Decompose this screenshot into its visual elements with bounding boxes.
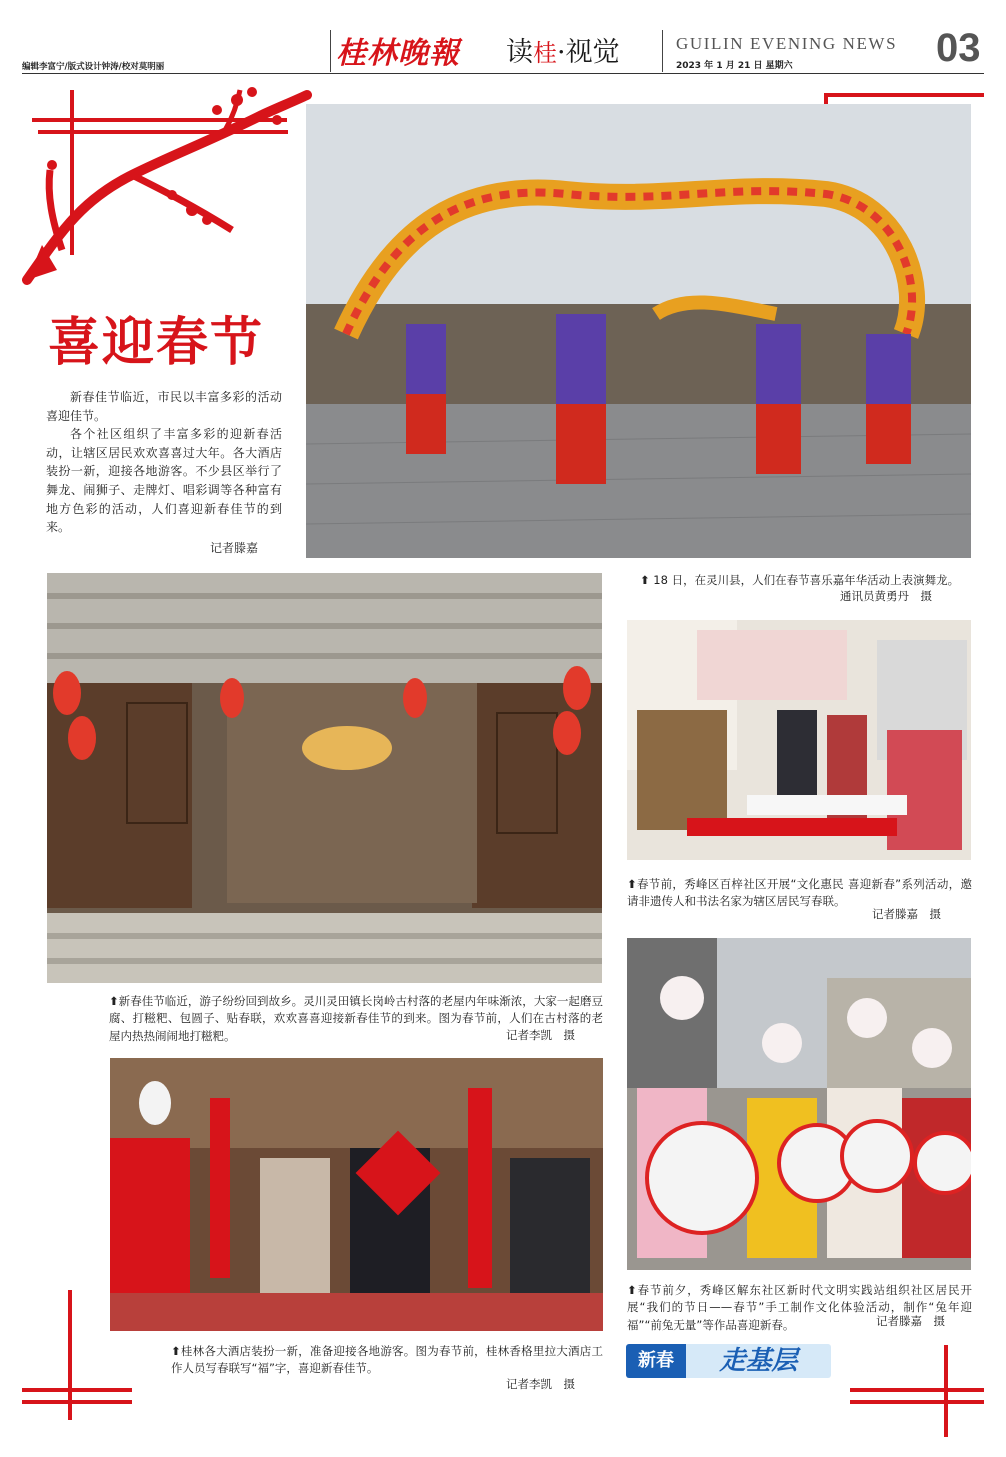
feature-title: 喜迎春节 bbox=[48, 312, 265, 373]
badge-left: 新春 bbox=[626, 1344, 686, 1378]
caption-calligraphy-text: 春节前，秀峰区百梓社区开展“文化惠民 喜迎新春”系列活动，邀请非遗传人和书法名家为辖区居民写春联。 bbox=[627, 877, 972, 909]
header-divider-mid bbox=[662, 30, 663, 72]
frame-bar-bottom-right-h1 bbox=[850, 1388, 984, 1392]
caption-kids-text: 春节前夕，秀峰区解东社区新时代文明实践站组织社区居民开展“我们的节日——春节”手工制作文化体验活动，制作“兔年迎福”“前兔无量”等作品喜迎新春。 bbox=[627, 1283, 972, 1332]
credit-calligraphy: 记者滕嘉 摄 bbox=[872, 907, 941, 921]
intro-byline: 记者滕嘉 bbox=[209, 540, 258, 555]
frame-bar-top-right-h bbox=[824, 93, 984, 97]
caption-hotel-text: 桂林各大酒店装扮一新，准备迎接各地游客。图为春节前，桂林香格里拉大酒店工作人员写春联写“福”字，喜迎新春佳节。 bbox=[171, 1344, 603, 1376]
issue-date: 2023 年 1 月 21 日 星期六 bbox=[676, 61, 793, 71]
credit-village: 记者李凯 摄 bbox=[506, 1028, 575, 1042]
photo-calligraphy bbox=[627, 620, 971, 860]
credit-kids: 记者滕嘉 摄 bbox=[876, 1314, 945, 1328]
frame-bar-bottom-left-h2 bbox=[22, 1400, 132, 1404]
photo-kids-crafts bbox=[627, 938, 971, 1270]
caption-dragon-text: 18 日，在灵川县，人们在春节喜乐嘉年华活动上表演舞龙。 bbox=[653, 573, 960, 587]
intro-paragraph-2: 各个社区组织了丰富多彩的迎新春活动，让辖区居民欢欢喜喜过大年。各大酒店装扮一新，迎接各地游客。不少县区举行了舞龙、闹狮子、走牌灯、唱彩调等各种富有地方色彩的活动，人们喜迎新春佳节的到来。 bbox=[46, 427, 282, 535]
photo-village-house bbox=[47, 573, 602, 983]
frame-bar-bottom-left-h1 bbox=[22, 1388, 132, 1392]
badge-right: 走基层 bbox=[686, 1344, 831, 1378]
section-title-red: 桂 bbox=[533, 39, 557, 67]
up-arrow-icon: ⬆ bbox=[640, 573, 650, 587]
section-title-rest: ·视觉 bbox=[557, 37, 620, 68]
up-arrow-icon: ⬆ bbox=[627, 1283, 637, 1297]
up-arrow-icon: ⬆ bbox=[109, 994, 119, 1008]
caption-hotel bbox=[171, 1343, 603, 1378]
up-arrow-icon: ⬆ bbox=[171, 1344, 181, 1358]
photo-hotel-couplets bbox=[110, 1058, 603, 1331]
up-arrow-icon: ⬆ bbox=[627, 877, 637, 891]
editor-line: 编辑李富宁/版式设计钟涛/校对莫明丽 bbox=[22, 62, 165, 72]
photo-dragon-dance bbox=[306, 104, 971, 558]
section-title bbox=[506, 30, 620, 69]
credit-hotel: 记者李凯 摄 bbox=[506, 1377, 575, 1391]
header-rule bbox=[22, 73, 984, 74]
masthead: 桂林晚報 bbox=[336, 36, 460, 71]
feature-intro bbox=[46, 388, 282, 557]
caption-village-text: 新春佳节临近，游子纷纷回到故乡。灵川灵田镇长岗岭古村落的老屋内年味渐浓，大家一起磨豆腐、打糍粑、包圆子、贴春联，欢欢喜喜迎接新春佳节的到来。图为春节前，人们在古村落的老屋内热热闹闹地打糍粑。 bbox=[109, 994, 603, 1043]
frame-bar-bottom-right-h2 bbox=[850, 1400, 984, 1404]
caption-dragon-dance bbox=[640, 572, 980, 589]
section-title-main: 读 bbox=[506, 37, 533, 68]
english-name: GUILIN EVENING NEWS bbox=[676, 34, 898, 53]
intro-paragraph-1: 新春佳节临近，市民以丰富多彩的活动喜迎佳节。 bbox=[46, 390, 282, 423]
page-number: 03 bbox=[936, 26, 981, 70]
plum-blossom-branch-icon bbox=[22, 80, 312, 290]
header-divider-left bbox=[330, 30, 331, 72]
credit-dragon-dance: 通讯员黄勇丹 摄 bbox=[840, 589, 932, 603]
column-badge bbox=[626, 1344, 831, 1384]
